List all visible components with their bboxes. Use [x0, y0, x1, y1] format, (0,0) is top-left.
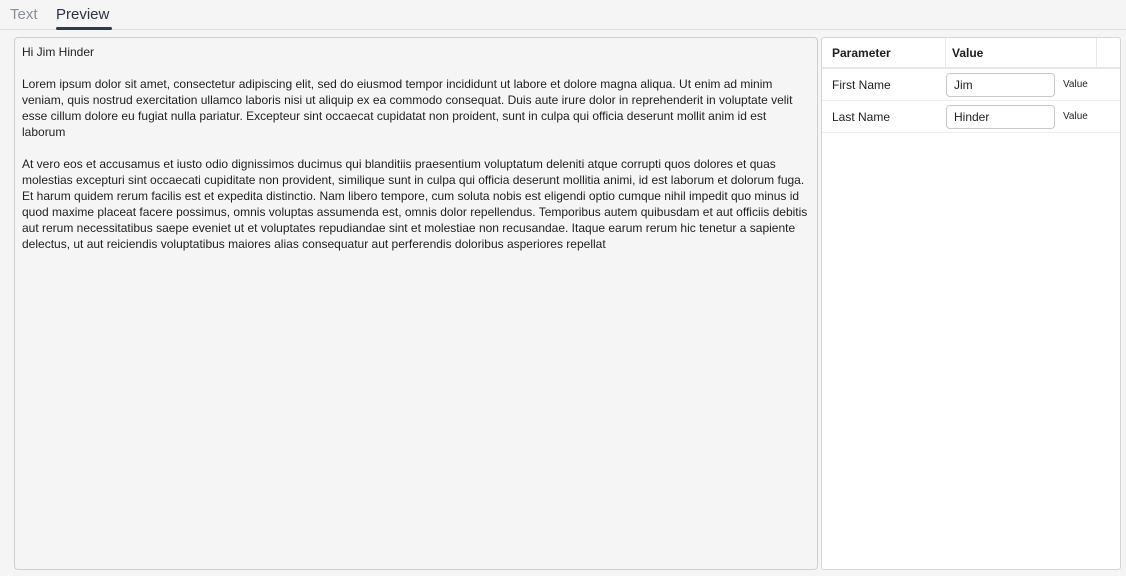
value-tag: Value	[1063, 111, 1088, 122]
paragraph-spacer	[22, 140, 810, 156]
first-name-field[interactable]	[946, 73, 1055, 97]
parameter-table-header	[822, 38, 1120, 69]
tab-bar	[0, 0, 1126, 30]
preview-paragraph-1: Lorem ipsum dolor sit amet, consectetur adipiscing elit, sed do eiusmod tempor incididunt ut labore et dolore magna aliqua. Ut enim ad minim veniam, quis nostrud exercitation ullamco laboris nisi ut aliquip ex ea commodo consequat. Duis aute irure dolor in reprehenderit in voluptate velit esse cillum dolore eu fugiat nulla pariatur. Excepteur sint occaecat cupidatat non proident, sunt in culpa qui officia deserunt mollit anim id est laborum	[22, 77, 793, 139]
tab-text[interactable]: Text	[10, 6, 38, 23]
column-divider[interactable]	[1096, 38, 1097, 67]
active-tab-indicator	[56, 27, 112, 30]
parameter-name: Last Name	[832, 110, 891, 124]
table-row	[822, 101, 1120, 133]
value-tag: Value	[1063, 79, 1088, 90]
tab-preview[interactable]: Preview	[56, 6, 110, 23]
table-row	[822, 69, 1120, 101]
parameter-table	[821, 37, 1121, 570]
paragraph-spacer	[22, 60, 810, 76]
preview-paragraph-2: At vero eos et accusamus et iusto odio dignissimos ducimus qui blanditiis praesentium voluptatum deleniti atque corrupti quos dolores et quas molestias excepturi sint occaecati cupiditate non provident, similique sunt in culpa qui officia deserunt mollitia animi, id est laborum et dolorum fuga. Et harum quidem rerum facilis est et expedita distinctio. Nam libero tempore, cum soluta nobis est eligendi optio cumque nihil impedit quo minus id quod maxime placeat facere possimus, omnis voluptas assumenda est, omnis dolor repellendus. Temporibus autem quibusdam et aut officiis debitis aut rerum necessitatibus saepe eveniet ut et voluptates repudiandae sint et molestiae non recusandae. Itaque earum rerum hic tenetur a sapiente delectus, ut aut reiciendis voluptatibus maiores alias consequatur aut perferendis doloribus asperiores repellat	[22, 157, 808, 251]
parameter-name: First Name	[832, 78, 891, 92]
value-column-header: Value	[952, 46, 984, 60]
preview-greeting: Hi Jim Hinder	[22, 45, 95, 59]
column-divider[interactable]	[945, 38, 946, 67]
last-name-field[interactable]	[946, 105, 1055, 129]
parameter-column-header: Parameter	[832, 46, 891, 60]
preview-text-panel	[14, 37, 818, 570]
